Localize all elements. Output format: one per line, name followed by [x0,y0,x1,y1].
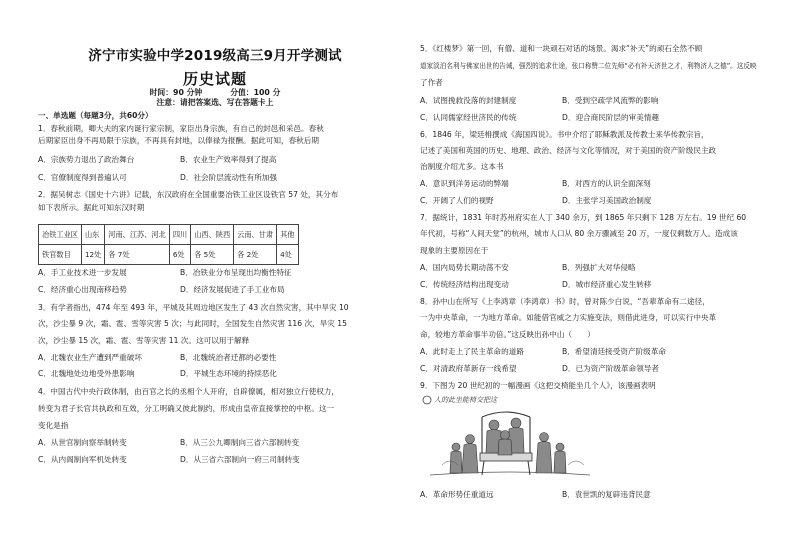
q1-option-c[interactable]: C．官僚制度得到普遍认可 [38,173,127,182]
q2-options-row [38,268,292,278]
q8-option-b[interactable]: B．希望清廷接受资产阶级革命 [562,347,666,356]
q6-option-b[interactable]: B．对西方的认识全面深刻 [562,179,651,188]
q1-stem: 1．春秋前期，卿大夫的家内诞行家宗制，家臣出身宗族，有自己的封邑和采邑。春秋 [38,124,324,133]
q5-option-b[interactable]: B．受到空疏学风流弊的影响 [562,96,659,105]
q5-options-row [420,96,659,106]
q1-option-d[interactable]: D．社会阶层流动性有所加强 [180,173,277,182]
q8-stem: 一为中央革命，一为地方革命。如能借官威之力实施变法，则借此进身，可以实行中央革 [420,313,717,322]
q3-option-d[interactable]: D．平城生态环境的持续恶化 [180,369,277,378]
table-cell: 四川 [169,225,190,245]
q7-option-c[interactable]: C．传统经济结构出现变动 [420,280,509,289]
q8-options-row [420,347,666,357]
q6-stem: 6．1846 年，梁廷枏撰成《海国四说》。书中介绍了耶稣教派及传教士来华传教宗旨， [420,130,709,139]
exam-score: 分值：100 分 [230,88,281,97]
q3-stem: 3．有学者指出，474 年至 493 年，平城及其周边地区发生了 43 次自然灾害，其中旱灾 10 [38,303,349,312]
q2-stem: 2．据吴树志《国史十六讲》记载，东汉政府在全国重要冶铁工业区设铁官 57 处，其分布 [38,190,339,199]
cartoon-drawing-icon [420,395,600,483]
table-cell: 铁官数目 [39,245,82,265]
q6-stem: 记述了美国和英国的历史、地理、政治、经济与文化等情况，对于美国的资产阶级民主政 [420,146,717,155]
table-cell: 山西、陕西 [191,225,234,245]
q7-option-b[interactable]: B．列强扩大对华侵略 [562,263,636,272]
q1-option-a[interactable]: A．宗族势力退出了政治舞台 [38,155,135,164]
q9-stem: 9．下图为 20 世纪初的一幅漫画《这把交椅能坐几个人》，该漫画表明 [420,381,656,390]
q6-option-c[interactable]: C．开阔了人们的视野 [420,196,494,205]
q7-option-a[interactable]: A．国内局势长期动荡不安 [420,263,509,272]
q8-stem: 命，较地方革命事半功倍。”这反映出孙中山（ ） [420,330,595,339]
q9-cartoon [420,395,600,483]
q8-option-a[interactable]: A．此时走上了民主革命的道路 [420,347,524,356]
table-row [39,225,299,245]
q3-option-b[interactable]: B．北魏统治者迁都的必要性 [180,353,277,362]
q3-option-a[interactable]: A．北魏农业生产遭到严重破坏 [38,353,142,362]
q6-options-row [420,179,651,189]
q4-option-b[interactable]: B．从三公九卿制向三省六部制转变 [180,438,300,447]
table-row [39,245,299,265]
q3-stem: 次，沙尘暴 9 次，霜、雹、雪等灾害 5 次；与此同时，全国发生自然灾害 116 次，旱灾 15 [38,319,347,328]
q9-option-b[interactable]: B．袁世凯的复辟违背民意 [562,490,651,499]
q5-stem: 了作者 [420,78,443,87]
q5-option-a[interactable]: A．试图挽救没落的封建制度 [420,96,517,105]
q2-option-d[interactable]: D．经济发展促进了手工业布局 [180,285,285,294]
section-heading: 一、单选题（每题3分，共60分） [38,111,153,120]
exam-subject: 历史试题 [182,70,247,88]
q1-options-row [38,155,277,165]
exam-note: 注意：请把答案选、写在答题卡上 [156,98,274,107]
q6-stem: 治制度介绍尤多。这本书 [420,162,504,171]
q9-option-a[interactable]: A．革命形势任重道远 [420,490,494,499]
q4-option-c[interactable]: C．从内阁制向军机处转变 [38,455,127,464]
q6-option-d[interactable]: D．主张学习美国政治制度 [562,196,652,205]
q8-option-d[interactable]: D．已为资产阶级革命领导者 [562,364,659,373]
q3-options-row [38,353,277,363]
q8-stem: 8．孙中山在所写《上李鸿章（李鸿章）书》时，曾对陈少白说，“吾辈革命有二途径， [420,297,710,306]
table-cell: 各 5处 [191,245,234,265]
q3-stem: 次，沙尘暴 15 次，霜、雹、雪等灾害 11 次。这可以用于解释 [38,336,250,345]
q4-options-row [38,455,300,465]
table-cell: 6处 [169,245,190,265]
q6-option-a[interactable]: A．意识到洋务运动的弊端 [420,179,509,188]
q7-stem: 现象的主要原因在于 [420,246,489,255]
q4-options-row [38,438,300,448]
q3-option-c[interactable]: C．北魏地处边地受外患影响 [38,369,135,378]
table-cell: 云南、甘肃 [234,225,277,245]
q4-stem: 变化是指 [38,421,69,430]
q3-options-row [38,369,277,379]
q1-option-b[interactable]: B．农业生产效率得到了提高 [180,155,277,164]
q4-option-a[interactable]: A．从世官制向察举制转变 [38,438,127,447]
q7-stem: 7．据统计，1831 年时苏州府实在人丁 340 余万，到 1865 年只剩下 128 万左右。19 世纪 60 [420,213,747,222]
q4-stem: 4．中国古代中央行政体制，由百官之长的丞相个人开府，自辟僚属，相对独立行使权力， [38,387,339,396]
table-cell: 12处 [81,245,104,265]
q7-options-row [420,280,652,290]
q2-options-row [38,285,285,295]
q4-stem: 转变为君子长官共执政和互效，分工明确又彼此制约，形成由皇帝直接掌控的中枢。这一 [38,404,335,413]
q5-options-row [420,113,659,123]
q5-stem: 5．《红楼梦》第一回，有僧、道和一块顽石对话的场景。渴求“补天”的顽石全然不顾 [420,44,703,53]
exam-title: 济宁市实验中学2019级高三9月开学测试 [88,48,342,64]
table-cell: 河南、江苏、河北 [105,225,170,245]
table-cell: 冶铁工业区 [39,225,82,245]
exam-time: 时间：90 分钟 [149,88,203,97]
q7-stem: 年代初，号称“人间天堂”的杭州，城市人口从 80 余万骤减至 20 万，一度仅剩数万人。造成该 [420,229,738,238]
q5-stem: 道家淡泊名利与佛家出世的告诫，强烈的追求仕途，张口称赞二位先师“必有补天济世之才，利物济人之德”。这反映 [420,62,757,70]
q7-option-d[interactable]: D．城市经济重心发生转移 [562,280,652,289]
q1-stem: 后期家臣出身不再局限于宗族，不再具有封地，以俸禄为报酬。据此可知，春秋后期 [38,136,319,145]
q2-table [38,224,299,265]
q1-options-row [38,173,277,183]
q6-options-row [420,196,652,206]
q2-option-a[interactable]: A．手工业技术进一步发展 [38,268,127,277]
q7-options-row [420,263,636,273]
exam-meta [38,88,392,98]
q2-option-b[interactable]: B．冶铁业分布呈现出均衡性特征 [180,268,292,277]
q5-option-d[interactable]: D．迎合商民阶层的审美情趣 [562,113,659,122]
table-cell: 各 2处 [234,245,277,265]
q5-option-c[interactable]: C．认同儒家经世济民的传统 [420,113,517,122]
table-cell: 4处 [277,245,298,265]
q2-stem: 如下表所示。据此可知东汉时期 [38,203,145,212]
table-cell: 其他 [277,225,298,245]
q8-option-c[interactable]: C．对清政府革新存一线希望 [420,364,517,373]
table-cell: 山东 [81,225,104,245]
q8-options-row [420,364,659,374]
q4-option-d[interactable]: D．从三省六部制向一府三司制转变 [180,455,300,464]
table-cell: 各 7处 [105,245,170,265]
cartoon-caption: 人的此坐能椅交把这 [434,396,497,404]
q2-option-c[interactable]: C．经济重心出现南移趋势 [38,285,127,294]
q9-options-row [420,490,651,500]
